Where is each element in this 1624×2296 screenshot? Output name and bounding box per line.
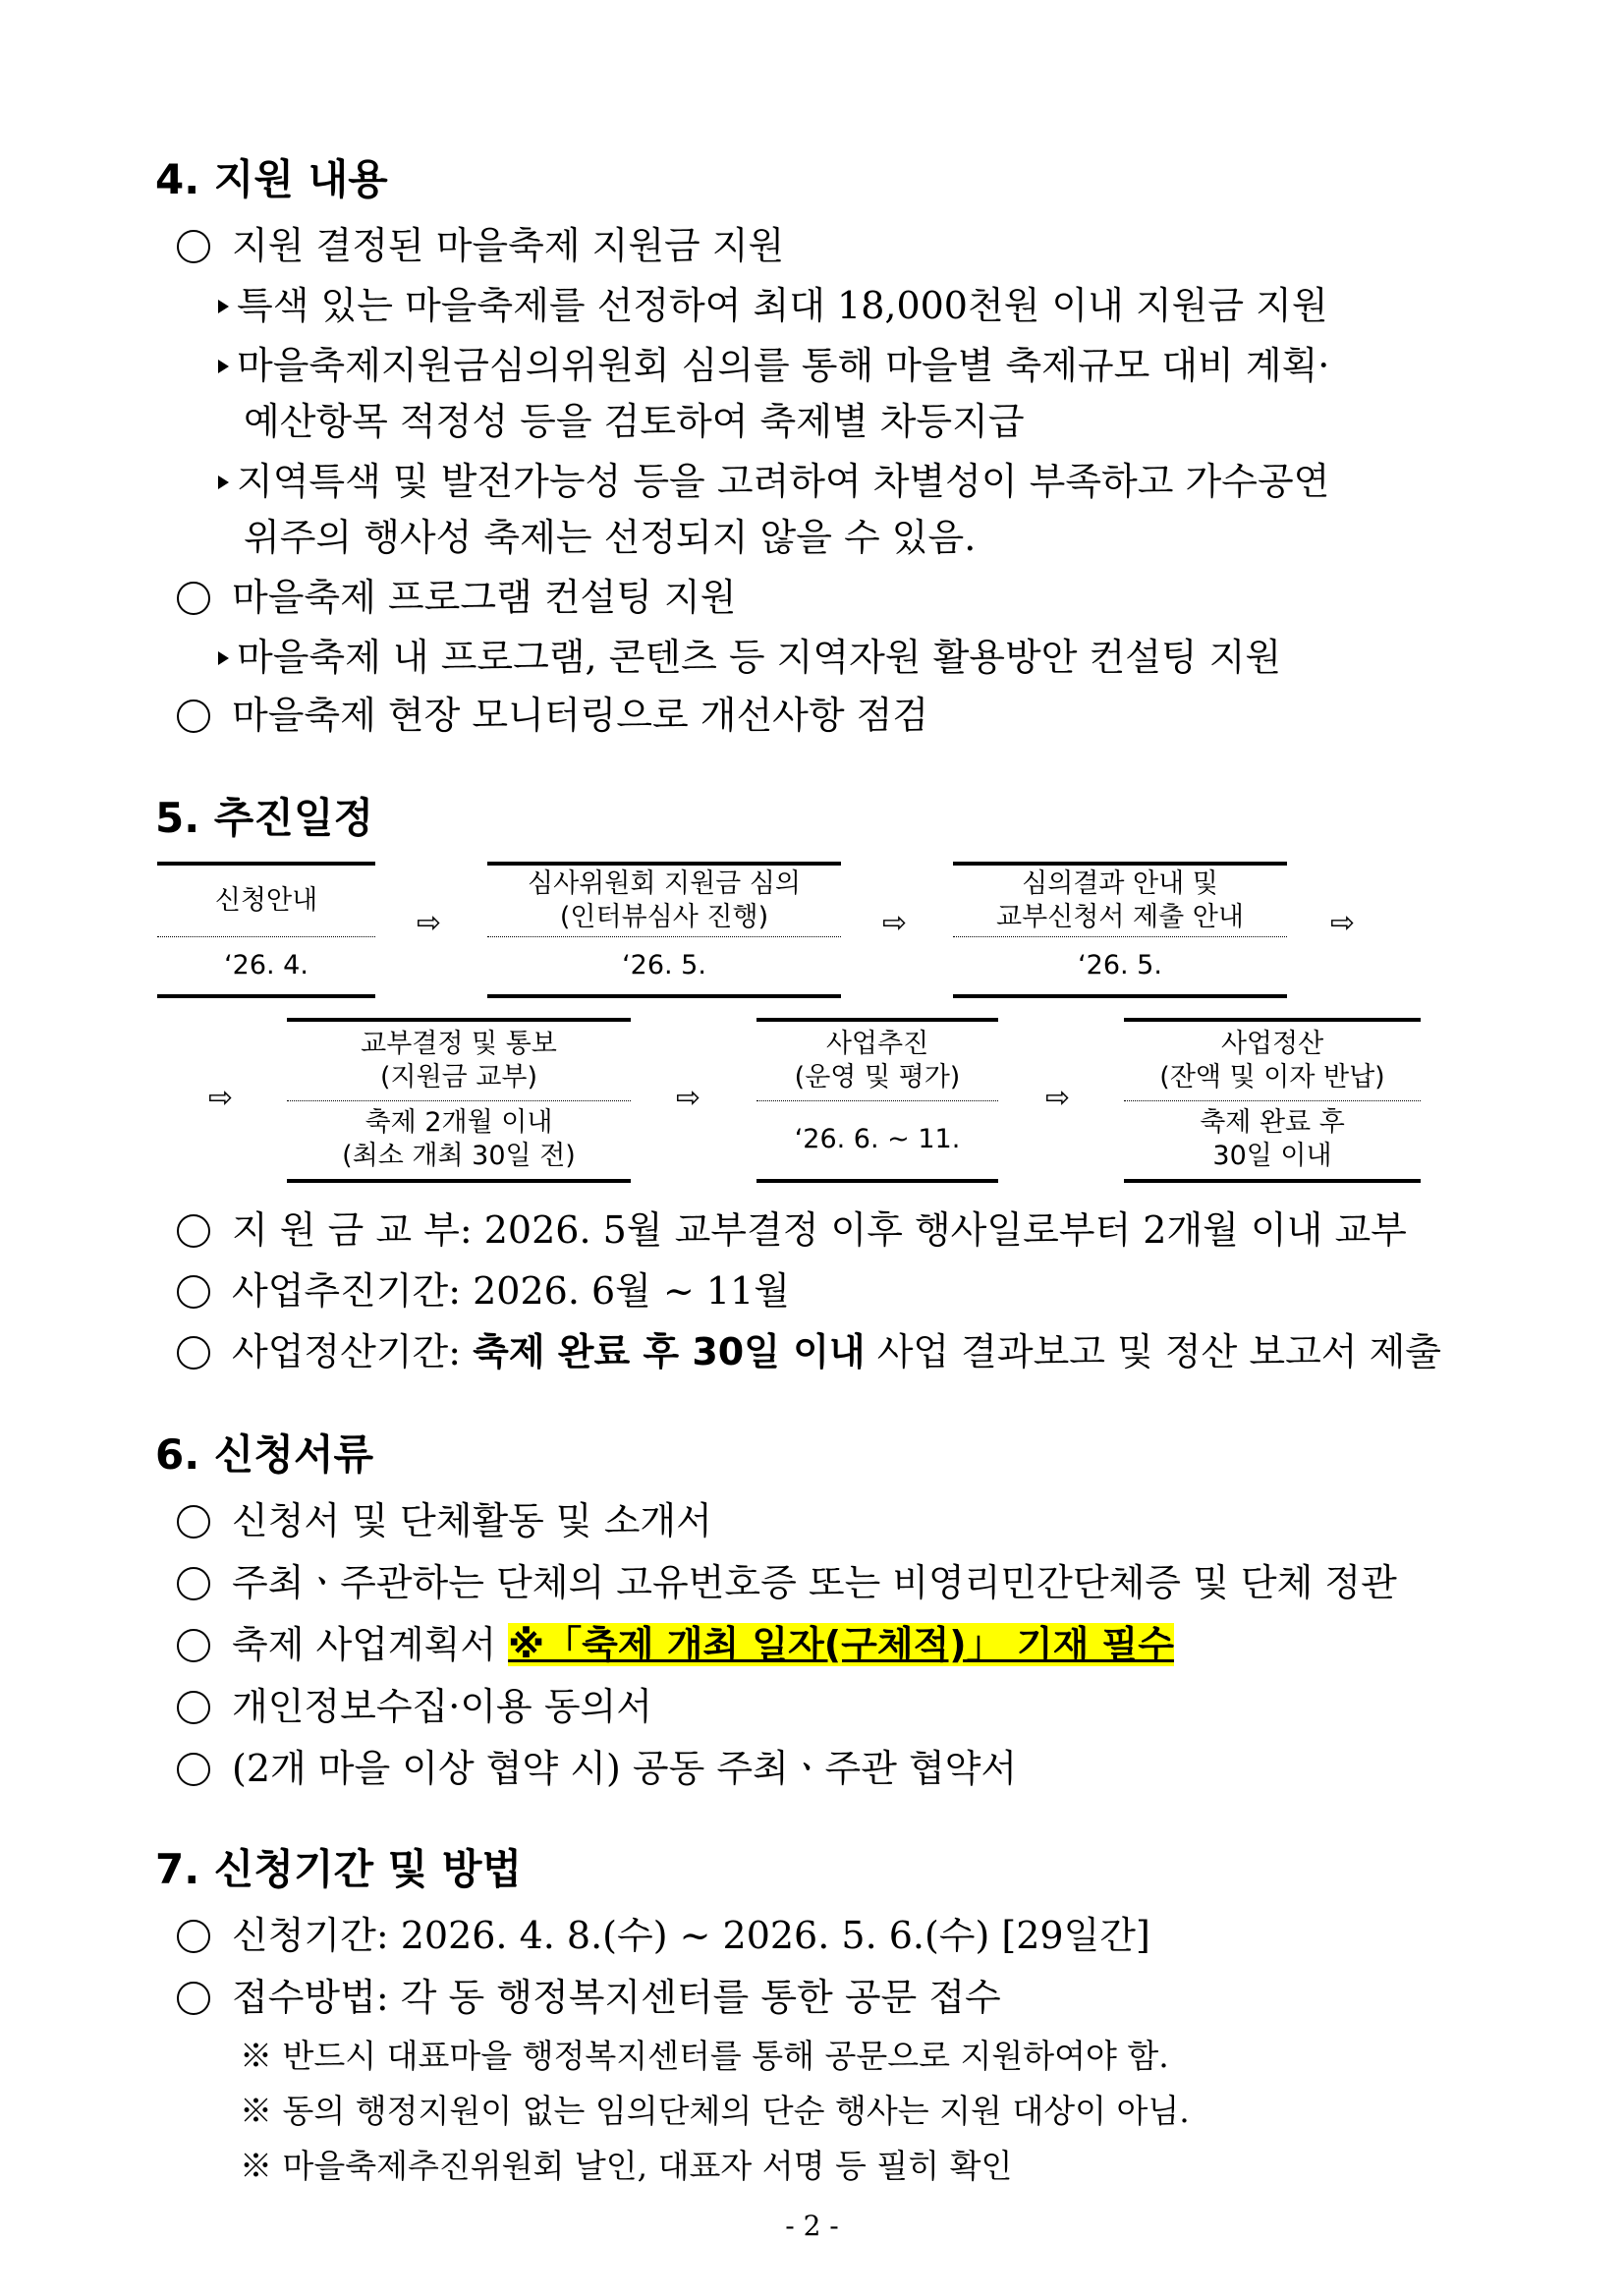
step-date: 축제 완료 후 [1200, 1107, 1345, 1138]
bullet-item [177, 1552, 1397, 1606]
circle-bullet-icon [177, 1567, 210, 1600]
triangle-bullet-icon [218, 476, 229, 489]
note-item: ※ 동의 행정지원이 없는 임의단체의 단순 행사는 지원 대상이 아님. [240, 2092, 1190, 2130]
bullet-text: 마을축제 프로그램 컨설팅 지원 [232, 576, 737, 619]
circle-bullet-icon [177, 1505, 210, 1539]
bullet-item [177, 1738, 1017, 1792]
circle-bullet-icon [177, 1629, 210, 1662]
circle-bullet-icon [177, 1920, 210, 1953]
bullet-text: 지 원 금 교 부: 2026. 5월 교부결정 이후 행사일로부터 2개월 이내 교부 [232, 1208, 1407, 1252]
step-date-note: 30일 이내 [1212, 1141, 1332, 1171]
bullet-text: 신청기간: 2026. 4. 8.(수) ~ 2026. 5. 6.(수) [29일간] [232, 1914, 1150, 1957]
section-6-title: 6. 신청서류 [155, 1430, 374, 1479]
flow-arrow-icon: ⇨ [676, 1081, 701, 1115]
sub-bullet-item [218, 335, 1329, 389]
bullet-item [177, 1200, 1407, 1254]
circle-bullet-icon [177, 700, 210, 733]
sub-bullet-item [218, 627, 1281, 681]
bullet-text: 마을축제 현장 모니터링으로 개선사항 점검 [232, 694, 929, 737]
step-subtitle: (잔액 및 이자 반납) [1159, 1062, 1385, 1092]
step-title: 심사위원회 지원금 심의 [528, 868, 801, 899]
schedule-step [157, 862, 375, 998]
section-4-title: 4. 지원 내용 [155, 155, 388, 203]
sub-bullet-item [218, 451, 1329, 505]
bullet-text: (2개 마을 이상 협약 시) 공동 주최ㆍ주관 협약서 [232, 1747, 1018, 1790]
section-5-title: 5. 추진일정 [155, 794, 374, 842]
bullet-text: 주최ㆍ주관하는 단체의 고유번호증 또는 비영리민간단체증 및 단체 정관 [232, 1561, 1397, 1604]
step-subtitle: 교부신청서 제출 안내 [996, 902, 1244, 932]
step-title: 사업추진 [825, 1029, 929, 1059]
section-7-title: 7. 신청기간 및 방법 [155, 1845, 523, 1893]
bullet-item [177, 1321, 1441, 1375]
schedule-step [953, 862, 1287, 998]
bullet-text: 축제 사업계획서 [232, 1623, 509, 1666]
bullet-text: 지원 결정된 마을축제 지원금 지원 [232, 224, 785, 267]
step-subtitle: (운영 및 평가) [794, 1062, 961, 1092]
bullet-item [177, 1260, 790, 1315]
sub-bullet-continuation: 예산항목 적정성 등을 검토하여 축제별 차등지급 [244, 400, 1025, 443]
flow-arrow-icon: ⇨ [208, 1081, 234, 1115]
step-subtitle: (지원금 교부) [379, 1062, 538, 1092]
schedule-step [287, 1018, 631, 1183]
step-title: 심의결과 안내 및 [1022, 868, 1218, 899]
bullet-text: 접수방법: 각 동 행정복지센터를 통한 공문 접수 [232, 1976, 1001, 2019]
circle-bullet-icon [177, 1753, 210, 1786]
sub-bullet-text: 지역특색 및 발전가능성 등을 고려하여 차별성이 부족하고 가수공연 [237, 460, 1330, 503]
step-title: 신청안내 [214, 885, 318, 916]
flow-arrow-icon: ⇨ [882, 906, 908, 940]
bullet-text: 사업추진기간: 2026. 6월 ~ 11월 [232, 1269, 790, 1313]
sub-bullet-continuation: 위주의 행사성 축제는 선정되지 않을 수 있음. [244, 516, 977, 559]
step-title: 교부결정 및 통보 [361, 1029, 557, 1059]
circle-bullet-icon [177, 582, 210, 615]
circle-bullet-icon [177, 230, 210, 263]
bold-emphasis: 축제 완료 후 30일 이내 [473, 1330, 866, 1373]
step-date: ‘26. 4. [224, 949, 308, 980]
flow-arrow-icon: ⇨ [417, 906, 442, 940]
triangle-bullet-icon [218, 300, 229, 313]
bullet-item [177, 1905, 1150, 1959]
bullet-item [177, 1967, 1001, 2021]
circle-bullet-icon [177, 1691, 210, 1724]
bullet-item [177, 567, 736, 621]
circle-bullet-icon [177, 1336, 210, 1370]
flow-arrow-icon: ⇨ [1045, 1081, 1071, 1115]
bullet-text-tail: 사업 결과보고 및 정산 보고서 제출 [865, 1330, 1441, 1373]
step-title: 사업정산 [1220, 1029, 1324, 1059]
bullet-text: 신청서 및 단체활동 및 소개서 [232, 1499, 712, 1542]
triangle-bullet-icon [218, 360, 229, 373]
circle-bullet-icon [177, 1214, 210, 1248]
note-item: ※ 반드시 대표마을 행정복지센터를 통해 공문으로 지원하여야 함. [240, 2037, 1169, 2075]
step-date: ‘26. 5. [622, 949, 706, 980]
bullet-text: 사업정산기간: [232, 1330, 474, 1373]
sub-bullet-item [218, 275, 1328, 329]
schedule-step [1124, 1018, 1421, 1183]
bullet-item [177, 1676, 652, 1730]
schedule-step [756, 1018, 998, 1183]
bullet-item [177, 215, 784, 269]
flow-arrow-icon: ⇨ [1330, 906, 1356, 940]
bullet-item [177, 685, 928, 739]
highlighted-note: ※「축제 개최 일자(구체적)」 기재 필수 [508, 1623, 1174, 1666]
sub-bullet-text: 특색 있는 마을축제를 선정하여 최대 18,000천원 이내 지원금 지원 [237, 284, 1328, 327]
step-date: 축제 2개월 이내 [364, 1107, 553, 1138]
bullet-text: 개인정보수집·이용 동의서 [232, 1685, 652, 1728]
sub-bullet-text: 마을축제지원금심의위원회 심의를 통해 마을별 축제규모 대비 계획· [237, 344, 1330, 387]
circle-bullet-icon [177, 1275, 210, 1309]
sub-bullet-text: 마을축제 내 프로그램, 콘텐츠 등 지역자원 활용방안 컨설팅 지원 [237, 636, 1282, 679]
triangle-bullet-icon [218, 651, 229, 665]
step-date-note: (최소 개최 30일 전) [342, 1141, 576, 1171]
bullet-item [177, 1490, 712, 1544]
step-subtitle: (인터뷰심사 진행) [559, 902, 769, 932]
note-item: ※ 마을축제추진위원회 날인, 대표자 서명 등 필히 확인 [240, 2147, 1013, 2185]
page-number: - 2 - [785, 2210, 839, 2242]
step-date: ‘26. 5. [1078, 949, 1162, 980]
circle-bullet-icon [177, 1982, 210, 2015]
step-date: ‘26. 6. ~ 11. [794, 1124, 961, 1154]
bullet-item [177, 1614, 1174, 1668]
schedule-step [487, 862, 841, 998]
